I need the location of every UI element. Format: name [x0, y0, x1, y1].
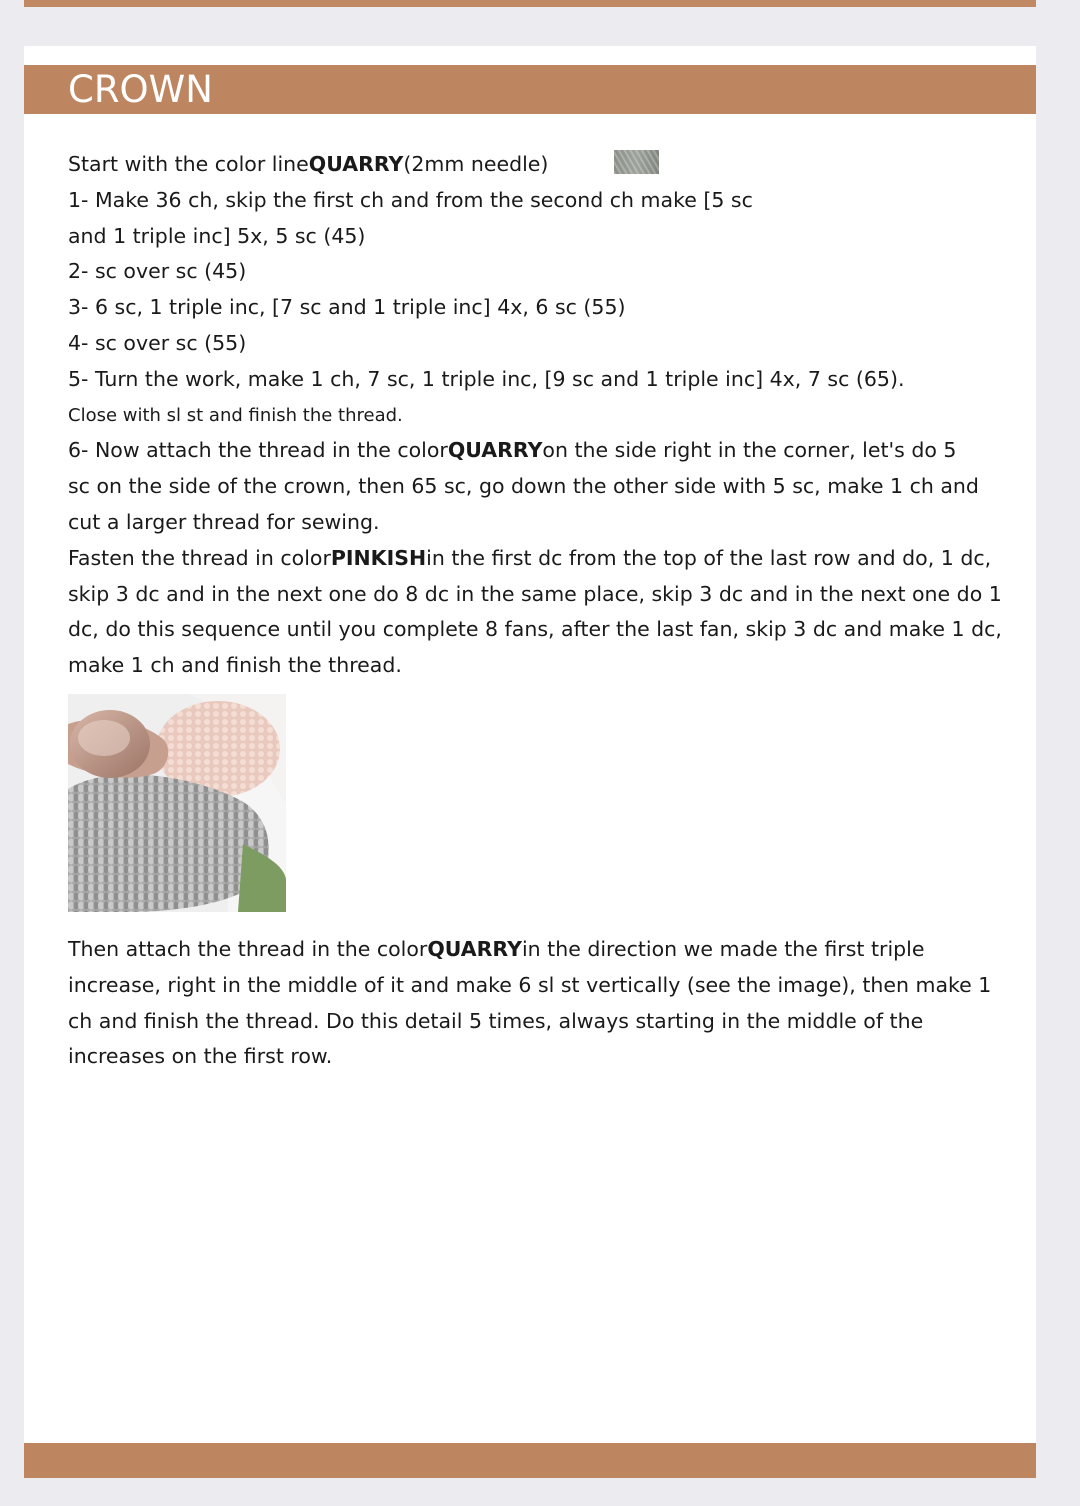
close-note: Close with sl st and finish the thread.	[68, 404, 403, 426]
color-name: QUARRY	[308, 152, 404, 176]
color-name: QUARRY	[447, 438, 543, 463]
detail-instructions-block	[68, 932, 1008, 1075]
row-6: 6- Now attach the thread in the colorQUARRYon the side right in the corner, let's do 5	[68, 438, 957, 463]
row-1: 1- Make 36 ch, skip the first ch and from the second ch make [5 sc	[68, 187, 753, 212]
bottom-decorative-bar	[24, 1443, 1036, 1478]
row-3: 3- 6 sc, 1 triple inc, [7 sc and 1 triple inc] 4x, 6 sc (55)	[68, 295, 626, 320]
intro-text: Start with the color line	[68, 152, 309, 176]
detail-line-3: ch and finish the thread. Do this detail 5 times, always starting in the middle of the	[68, 1008, 924, 1033]
crochet-detail-photo	[68, 694, 286, 912]
fasten-line: Fasten the thread in colorPINKISHin the first dc from the top of the last row and do, 1 dc,	[68, 545, 992, 570]
intro-line	[68, 147, 1008, 183]
intro-needle: (2mm needle)	[403, 152, 549, 176]
fasten-cont3: make 1 ch and finish the thread.	[68, 653, 402, 678]
row-4: 4- sc over sc (55)	[68, 330, 247, 355]
instructions-block	[68, 147, 1008, 684]
top-decorative-bar	[24, 0, 1036, 7]
crochet-photo-graphic	[68, 694, 286, 912]
detail-line-2: increase, right in the middle of it and make 6 sl st vertically (see the image), then make 1	[68, 972, 992, 997]
detail-line-4: increases on the first row.	[68, 1044, 333, 1069]
detail-line-1: Then attach the thread in the colorQUARRYin the direction we made the first triple	[68, 937, 925, 961]
document-page	[24, 46, 1036, 1478]
color-name: QUARRY	[427, 937, 522, 961]
section-title: CROWN	[68, 68, 213, 111]
row-5: 5- Turn the work, make 1 ch, 7 sc, 1 triple inc, [9 sc and 1 triple inc] 4x, 7 sc (65).	[68, 366, 905, 391]
row-6-cont: sc on the side of the crown, then 65 sc, go down the other side with 5 sc, make 1 ch and	[68, 474, 979, 499]
fasten-cont: skip 3 dc and in the next one do 8 dc in the same place, skip 3 dc and in the next one do 1	[68, 581, 1002, 606]
section-header	[24, 65, 1036, 114]
row-1-cont: and 1 triple inc] 5x, 5 sc (45)	[68, 223, 366, 248]
row-6-cont2: cut a larger thread for sewing.	[68, 509, 380, 534]
fasten-cont2: dc, do this sequence until you complete 8 fans, after the last fan, skip 3 dc and make 1 dc,	[68, 617, 1002, 642]
row-2: 2- sc over sc (45)	[68, 259, 247, 284]
yarn-color-swatch-icon	[614, 150, 659, 174]
color-name: PINKISH	[330, 545, 427, 570]
